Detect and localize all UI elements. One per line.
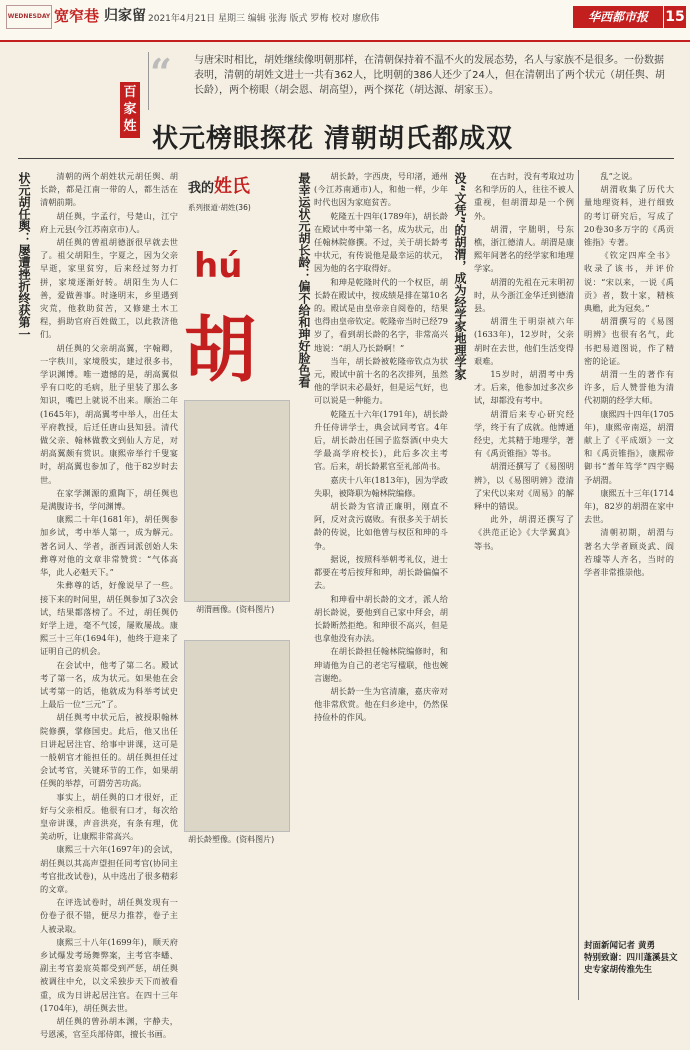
section-name: 归家留	[104, 8, 146, 24]
section-tag: 百家姓	[120, 82, 140, 138]
paragraph: 胡任舆的父亲胡高翼，字翰卿，一字秩川，家境殷实，建过很多书，学识渊博。唯一遗憾的是，胡高翼似乎有口吃的毛病，肚子里装了那么多知识，嘴巴上就说不出来。顺治二年(1645年)，胡高翼考中举人，出任太平府教授，后迁任唐山县知县。清代做父亲、翰林做教文到仙人方足，对胡高翼颇有赏识。康熙帝举行千叟宴时，胡高翼也参加了，他于82岁时去世。	[40, 342, 178, 485]
portrait-hu-wei	[184, 400, 290, 602]
paragraph: 胡长龄一生为官清廉，嘉庆帝对他非常欣赏。他在归乡途中，仍然保持俭朴的作风。	[314, 685, 448, 723]
paragraph: 15岁时，胡渭考中秀才。后来，他参加过多次乡试，却都没有考中。	[474, 369, 574, 406]
series-box	[188, 172, 272, 232]
paragraph: 乾隆五十六年(1791年)，胡长龄升任侍讲学士，典会试同考官。4年后，胡长龄出任国子监祭酒(中央大学最高学府校长)，此后多次主考官。后来，胡长龄累官至礼部尚书。	[314, 408, 448, 472]
paragraph: 康熙二十年(1681年)，胡任舆参加乡试，考中举人第一，成为解元。著名词人、学者，浙西词派创始人朱彝尊对他的文章非常赞赏：“气体高华，此人必魁天下。”	[40, 514, 178, 578]
paragraph: 在胡长龄担任翰林院编修时，和珅请他为自己的老宅写楹联，他也婉言谢绝。	[314, 646, 448, 683]
big-hanzi: 胡	[184, 307, 257, 392]
paragraph: 事实上，胡任舆的口才很好，正好与父亲相反。他很有口才，每次给皇帝讲课，声音洪亮，有条有理，优美动听，让康熙非常高兴。	[40, 791, 178, 842]
pinyin: hú	[194, 246, 243, 286]
paragraph: 在家学渊源的熏陶下，胡任舆也是满腹诗书，学问渊博。	[40, 487, 178, 512]
paragraph: 和珅是乾隆时代的一个权臣，胡长龄在殿试中，按成绩是排在第10名的。殿试是由皇帝亲自阅卷的，结果也得由皇帝钦定。乾隆帝当时已经79岁了，看到胡长龄的名字，非常高兴地说：“胡人乃长龄啊！”	[314, 276, 448, 353]
paragraph: 胡渭的先祖在元末明初时，从今浙江金华迁到德清县。	[474, 276, 574, 314]
credit-thanks: 特别致谢：四川蓬溪县文史专家胡传淮先生	[584, 953, 678, 975]
heading-2: 最幸运状元胡长龄：偏不给和珅好脸色看	[297, 172, 311, 388]
page-title: 状元榜眼探花 清朝胡氏都成双	[152, 124, 514, 154]
column-c	[474, 170, 574, 1000]
column-a	[40, 170, 178, 1040]
page-header	[0, 0, 690, 42]
paragraph: 在会试中，他考了第二名。殿试考了第一名，成为状元。如果他在会试考第一的话，他就成为科举考试史上最后一位“三元”了。	[40, 659, 178, 710]
paragraph: 康熙五十三年(1714年)，82岁的胡渭在家中去世。	[584, 487, 674, 525]
paragraph: 当年，胡长龄被乾隆帝钦点为状元，殿试中前十名的名次排列，虽然他的学识未必最好，但是运气好，也可以说是一种能力。	[314, 355, 448, 406]
caption-2: 胡长龄塑像。(资料图片)	[188, 835, 275, 844]
paragraph: 《钦定四库全书》收录了该书，并评价说：“宋以来，一说《禹贡》者，数十家，精核典赡，此为冠矣。”	[584, 250, 674, 314]
title-divider	[18, 158, 674, 159]
paragraph: 胡渭生于明崇祯六年(1633年)，12岁时，父亲胡时在去世，他们生活变得艰难。	[474, 316, 574, 366]
quote-mark-icon: “	[150, 50, 172, 95]
paragraph: 胡渭收集了历代大量地理资料，进行细致的考订研究后，写成了20卷30多万字的《禹贡锥指》专著。	[584, 184, 674, 248]
credit-reporter: 封面新闻记者 黄勇	[584, 941, 655, 951]
paragraph: 康熙三十八年(1699年)，顺天府乡试爆发考场舞弊案，主考官李蟠、副主考官姜宸英都受到严惩，胡任舆被调往中允，以文采独步天下而被看重，成为日讲起居注官。在四十三年(1704年)，胡任舆去世。	[40, 936, 178, 1013]
credits	[584, 940, 684, 976]
paragraph: 胡渭，字朏明，号东樵，浙江德清人。胡渭是康熙年间著名的经学家和地理学家。	[474, 223, 574, 274]
column-b	[314, 170, 448, 1000]
column-d	[584, 170, 674, 915]
weekday-box: WEDNESDAY	[6, 5, 52, 29]
paragraph: 嘉庆十八年(1813年)，因为学政失职，被降职为翰林院编修。	[314, 474, 448, 498]
paragraph: 此外，胡渭还撰写了《洪范正论》《大学翼真》等书。	[474, 514, 574, 551]
paragraph: 胡渭一生的著作有许多，后人赞誉他为清代初期的经学大师。	[584, 369, 674, 406]
paragraph: 朱彝尊的话，好像说早了一些。接下来的时间里，胡任舆参加了3次会试，结果都落榜了。不过，胡任舆仍好学上进，毫不气馁，屡败屡战。康熙三十三年(1694年)，他终于迎来了证明自己的机会。	[40, 580, 178, 657]
paragraph: 清朝的两个胡姓状元胡任舆、胡长龄，都是江南一带的人，都生活在清朝前期。	[40, 171, 178, 208]
series-shi: 氏	[232, 176, 251, 197]
page-number: 15	[664, 6, 686, 28]
intro-text: 与唐宋时相比，胡姓继续像明朝那样，在清朝保持着不温不火的发展态势，名人与家族不是很多。一份数据表明，清朝的胡姓文进士一共有362人，比明朝的386人还少了24人，但在清朝出了两个状元（胡任舆、胡长龄），两个榜眼（胡会恩、胡高望），两个探花（胡达源、胡家玉）。	[194, 55, 665, 96]
paragraph: 乱”之说。	[600, 171, 638, 181]
paragraph: 胡长龄，字西庚，号印渚，通州(今江苏南通市)人，和他一样，少年时代也因为家庭贫苦。	[314, 171, 448, 208]
paragraph: 和珅看中胡长龄的文才，派人给胡长龄说，要他到自己家中拜会，胡长龄断然拒绝。和珅很不高兴，但是也拿他没有办法。	[314, 593, 448, 644]
series-wo: 我的	[188, 181, 215, 196]
paragraph: 胡渭后来专心研究经学，终于有了成就。他博通经史，尤其精于地理学，著有《禹贡锥指》等书。	[474, 408, 574, 459]
paragraph: 据说，按照科举朝考礼仪，进士都要在考后按拜和珅，胡长龄偏偏不去。	[314, 553, 448, 591]
series-xing: 姓	[214, 176, 233, 197]
paragraph: 清朝初期，胡渭与著名大学者顾炎武、阎若璩等人齐名，当时的学者非常推崇他。	[584, 527, 674, 578]
paragraph: 在古时，没有考取过功名和学历的人，往往不被人重视，但胡渭却是一个例外。	[474, 171, 574, 221]
paragraph: 胡渭还撰写了《易图明辨》，以《易图明辨》澄清了宋代以来对《周易》的解释中的错误。	[474, 461, 574, 512]
caption-1: 胡渭画像。(资料图片)	[196, 605, 275, 614]
paragraph: 胡长龄为官清正廉明，刚直不阿，反对贪污腐败。有很多关于胡长龄的传说，比如他曾与权臣和珅的斗争。	[314, 501, 448, 551]
paragraph: 胡任舆的曾祖胡德浙很早就去世了。祖父胡阳生，字夏之，因为父亲早逝，家里贫穷，后来经过努力打拼，家境逐渐好转。胡阳生为人仁善，爱做善事。时逢明末，乡里遇到灾荒，他救助贫苦，又修建土木工程，捐助官府百姓做工，以此救济他们。	[40, 237, 178, 340]
paragraph: 康熙三十六年(1697年)的会试，胡任舆以其高声望担任同考官(协同主考官批改试卷)，从中选出了很多精彩的文章。	[40, 844, 178, 894]
statue-hu-changling	[184, 640, 290, 832]
heading-3: 没“文凭”的胡渭，成为经学家地理学家	[453, 172, 467, 380]
column-name: 宽窄巷	[54, 7, 100, 25]
paragraph: 在评选试卷时，胡任舆发现有一份卷子很不错，便尽力推荐，卷子主人被录取。	[40, 897, 178, 934]
series-sub: 系列报道·胡姓(36)	[188, 203, 251, 212]
paragraph: 乾隆五十四年(1789年)，胡长龄在殿试中考中第一名，成为状元，出任翰林院修撰。不过，关于胡长龄考中状元，有传说他是最幸运的状元，因为他的名字取得好。	[314, 210, 448, 274]
heading-1: 状元胡任舆：屡遭挫折终获第一	[17, 172, 31, 340]
paragraph: 康熙四十四年(1705年)，康熙帝南巡，胡渭献上了《平成颂》一文和《禹贡锥指》，康熙帝御书“耆年笃学”四字赐予胡渭。	[584, 408, 674, 485]
paragraph: 胡渭撰写的《易图明辨》也很有名气，此书把易道图说，作了精密的论证。	[584, 316, 674, 366]
header-meta: 2021年4月21日 星期三 编辑 张海 版式 罗梅 校对 廖欣伟	[148, 14, 380, 24]
column-rule	[578, 170, 579, 1000]
newspaper-logo: 华西都市报	[573, 6, 663, 28]
paragraph: 胡任舆考中状元后，被授职翰林院修撰，掌修国史。此后，他又出任日讲起居注官、给事中讲课，这可是一般朝官才能担任的。胡任舆担任过会试考官，关键环节的工作，如果胡任舆的举荐，可谓劳苦功高。	[40, 712, 178, 789]
paragraph: 胡任舆的曾孙胡本渊，字静夫，号恩溪，官至兵部侍郎，擅长书画。	[40, 1016, 178, 1040]
paragraph: 胡任舆，字孟行，号楚山，江宁府上元县(今江苏南京市)人。	[40, 210, 178, 234]
